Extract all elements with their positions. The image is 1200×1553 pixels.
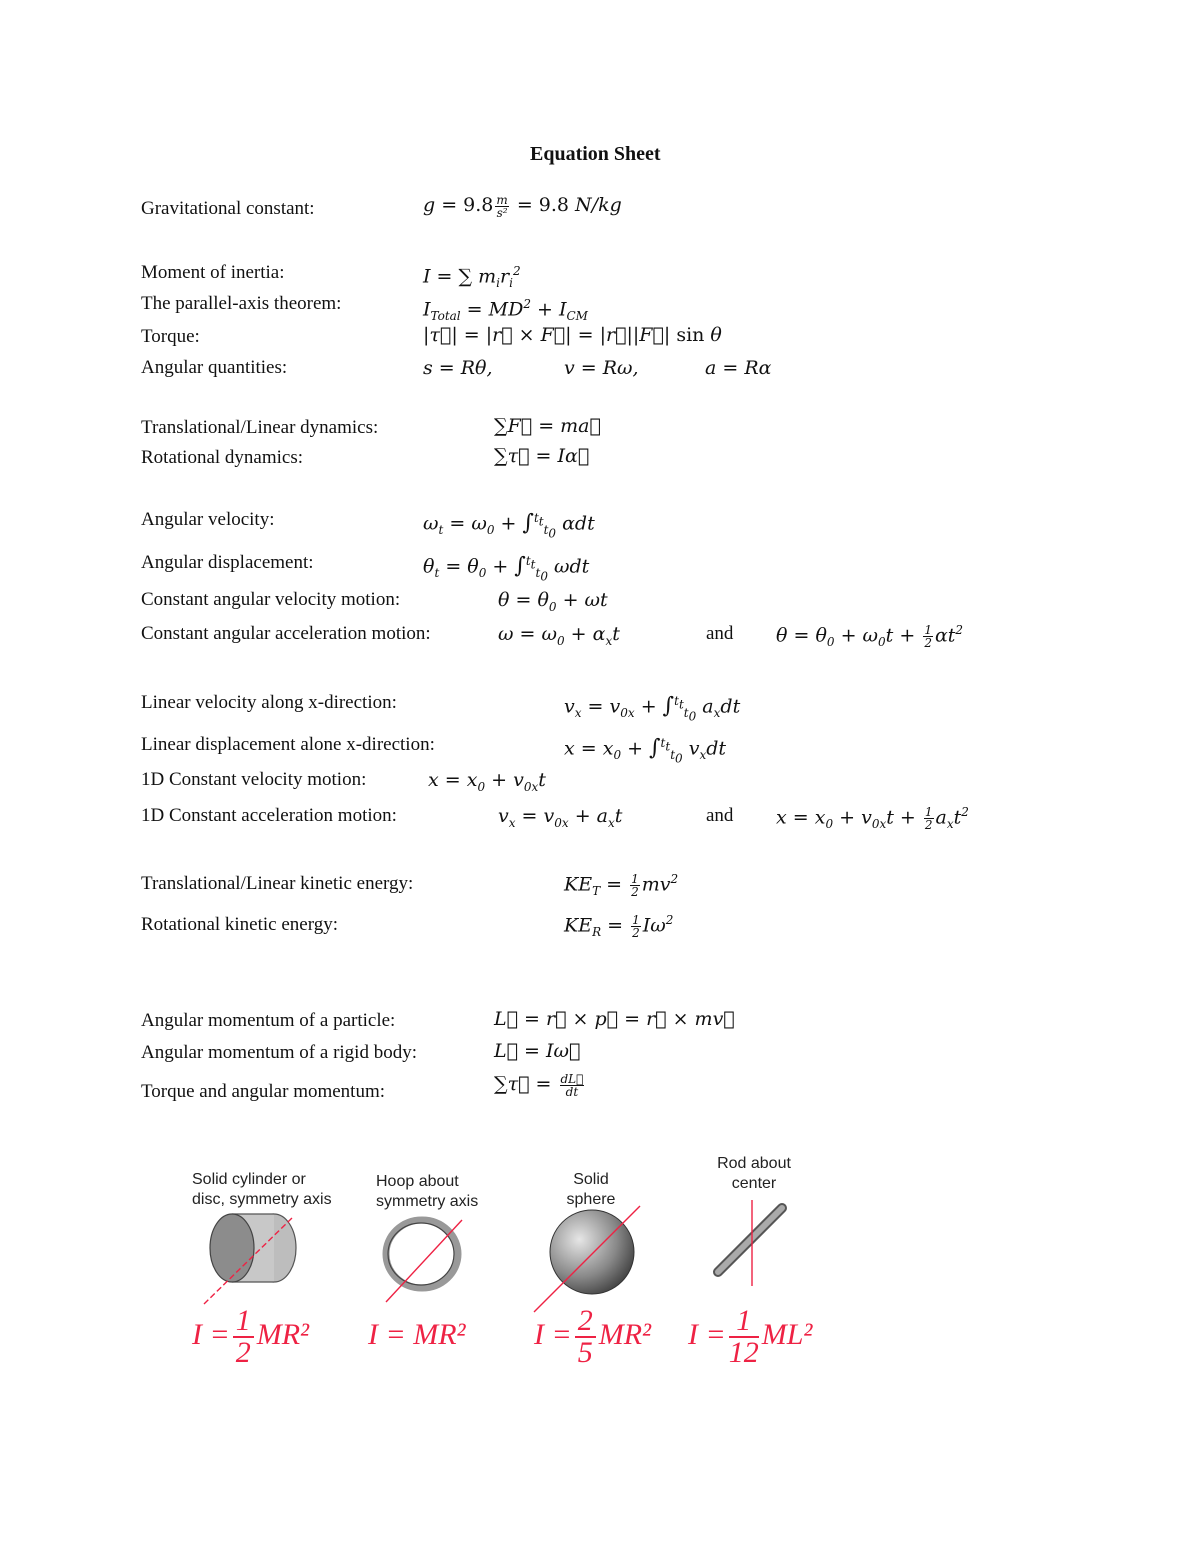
- caam-equation-2: $\theta = \theta_0 + \omega_0t$ + $\frac{1}{2}$ $\alpha t^2$: [776, 622, 964, 650]
- caam-equation-1: $\omega = \omega_0 + \alpha_xt$: [498, 623, 620, 648]
- formula-sphere-den: 5: [577, 1336, 593, 1369]
- angvel-equation: $\omega_t = \omega_0 + \int^{t_t}_{t_0}$ αdt: [423, 510, 595, 541]
- amp-label: Angular momentum of a particle:: [141, 1010, 396, 1031]
- rke-equation: $KE_R$ = $\frac{1}{2}$ $I\omega^2$: [564, 912, 674, 940]
- figure-rod-label-line1: Rod about: [717, 1155, 791, 1172]
- caam-and: and: [706, 623, 734, 644]
- angq-eq-a: a = Rα: [705, 357, 772, 379]
- ldx-label: Linear displacement alone x-direction:: [141, 734, 435, 755]
- figure-cylinder-label-line2: disc, symmetry axis: [192, 1191, 332, 1208]
- caam-label: Constant angular acceleration motion:: [141, 623, 431, 644]
- tam-equation: ∑τ⃗ = $\frac{dL⃗}{dt}$: [494, 1071, 584, 1099]
- angdisp-label: Angular displacement:: [141, 552, 314, 573]
- torque-equation: |τ⃗| = |r⃗ × F⃗| = |r⃗||F⃗| sin θ: [423, 324, 722, 346]
- tld-label: Translational/Linear dynamics:: [141, 417, 379, 438]
- formula-sphere-lhs: I =: [534, 1317, 572, 1351]
- formula-rod-lhs: I =: [688, 1317, 726, 1351]
- angvel-label: Angular velocity:: [141, 509, 275, 530]
- amr-label: Angular momentum of a rigid body:: [141, 1042, 417, 1063]
- amp-equation: L⃗ = r⃗ × p⃗ = r⃗ × mv⃗: [494, 1008, 735, 1030]
- figure-rod-label-line2: center: [731, 1175, 777, 1192]
- cam1d-equation-2: $x = x_0 + v_{0x}t$ + $\frac{1}{2}$ $a_xt^2$: [776, 804, 969, 832]
- tke-label: Translational/Linear kinetic energy:: [141, 873, 414, 894]
- inertia-label: Moment of inertia:: [141, 262, 285, 283]
- cvm1d-equation: $x = x_0 + v_{0x}t$: [428, 769, 546, 794]
- inertia-equation: I = ∑ $m_ir_i^2$: [423, 264, 521, 291]
- angdisp-equation: $\theta_t = \theta_0 + \int^{t_t}_{t_0}$ ωdt: [423, 553, 590, 584]
- formula-cylinder-lhs: I =: [192, 1317, 230, 1351]
- figure-sphere-label-line2: sphere: [566, 1191, 616, 1208]
- rotd-equation: ∑τ⃗ = Iα⃗: [494, 445, 590, 467]
- figure-sphere-label-line1: Solid: [573, 1171, 609, 1188]
- angq-label: Angular quantities:: [141, 357, 288, 378]
- formula-sphere-num: 2: [575, 1306, 596, 1338]
- rod-shape: [718, 1200, 782, 1286]
- formula-sphere: [534, 1306, 651, 1368]
- formula-rod: [688, 1306, 812, 1368]
- torque-label: Torque:: [141, 326, 200, 347]
- formula-rod-den: 12: [728, 1336, 759, 1369]
- grav-equation: g = 9.8 $\frac{m}{\text{s²}}$ = 9.8 N/kg: [423, 192, 622, 220]
- angq-eq-s: s = Rθ,: [423, 357, 493, 379]
- tam-label: Torque and angular momentum:: [141, 1081, 386, 1102]
- formula-rod-num: 1: [729, 1306, 759, 1338]
- figure-rod-label: [704, 1154, 804, 1194]
- formula-cylinder-rhs: MR²: [256, 1317, 310, 1351]
- tld-equation: ∑F⃗ = ma⃗: [494, 415, 601, 437]
- formula-sphere-rhs: MR²: [598, 1317, 652, 1351]
- cvm1d-label: 1D Constant velocity motion:: [141, 769, 367, 790]
- lvx-label: Linear velocity along x-direction:: [141, 692, 397, 713]
- cam1d-equation-1: $v_x = v_{0x} + a_xt$: [498, 805, 623, 830]
- formula-rod-rhs: ML²: [761, 1317, 813, 1351]
- rotd-label: Rotational dynamics:: [141, 447, 304, 468]
- inertia-figures: [180, 1200, 860, 1320]
- formula-cylinder: [192, 1306, 309, 1368]
- angq-eq-v: v = Rω,: [564, 357, 639, 379]
- formula-cylinder-den: 2: [235, 1336, 251, 1369]
- amr-equation: L⃗ = Iω⃗: [494, 1040, 581, 1062]
- formula-hoop: I = MR²: [368, 1318, 466, 1351]
- ldx-equation: $x = x_0 + \int^{t_t}_{t_0}$ $v_xdt$: [564, 735, 727, 766]
- figure-cylinder-label-line1: Solid cylinder or: [192, 1171, 306, 1188]
- grav-label: Gravitational constant:: [141, 198, 315, 219]
- tke-equation: $KE_T$ = $\frac{1}{2}$ $mv^2$: [564, 871, 679, 899]
- parallel-label: The parallel-axis theorem:: [141, 293, 342, 314]
- figure-hoop-label-line2: symmetry axis: [376, 1193, 479, 1210]
- parallel-equation: $I_{Total} = MD^2 + I_{CM}$: [423, 297, 588, 324]
- formula-cylinder-num: 1: [233, 1306, 254, 1338]
- rke-label: Rotational kinetic energy:: [141, 914, 338, 935]
- cylinder-shape: [204, 1214, 296, 1304]
- cavm-label: Constant angular velocity motion:: [141, 589, 401, 610]
- cam1d-label: 1D Constant acceleration motion:: [141, 805, 397, 826]
- figure-hoop-label-line1: Hoop about: [376, 1173, 459, 1190]
- hoop-shape: [386, 1220, 462, 1302]
- cam1d-and: and: [706, 805, 734, 826]
- page-title: Equation Sheet: [530, 143, 661, 165]
- cavm-equation: $\theta = \theta_0 + \omega t$: [498, 589, 608, 614]
- lvx-equation: $v_x = v_{0x} + \int^{t_t}_{t_0}$ $a_xdt$: [564, 693, 741, 724]
- sphere-shape: [534, 1206, 640, 1312]
